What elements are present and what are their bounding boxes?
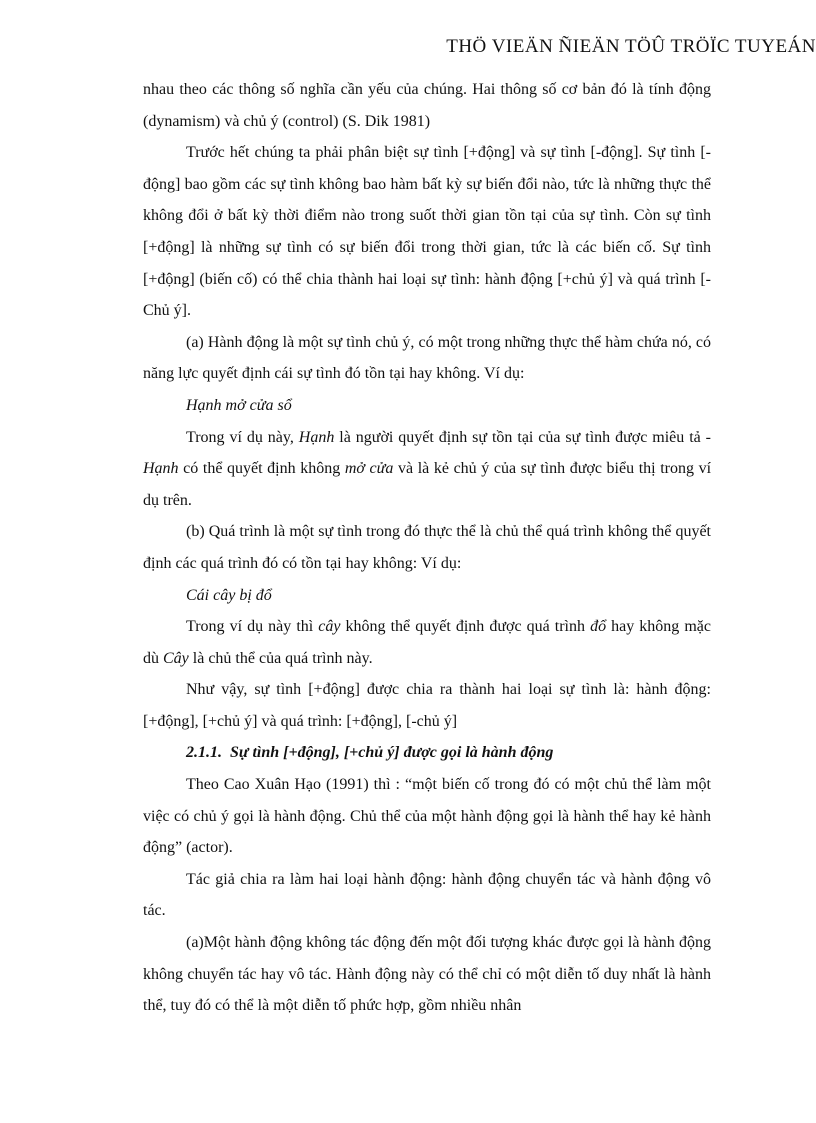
paragraph: (b) Quá trình là một sự tình trong đó thực thể là chủ thể quá trình không thể quyết định các quá trình đó có tồn tại hay không: Ví dụ: [143, 523, 711, 572]
paragraph: Theo Cao Xuân Hạo (1991) thì : “một biến cố trong đó có một chủ thể làm một việc có chủ ý gọi là hành động. Chủ thể của một hành động gọi là hành thể hay kẻ hành động” (actor). [143, 776, 711, 857]
text: Trong ví dụ này, [186, 428, 299, 446]
paragraph: Trước hết chúng ta phải phân biệt sự tình [+động] và sự tình [-động]. Sự tình [-động] bao gồm các sự tình không bao hàm bất kỳ sự biến đổi nào, tức là những thực thể không đổi ở bất kỳ thời điểm nào trong suốt thời gian tồn tại của sự tình. Còn sự tình [+động] là những sự tình có sự biến đổi trong thời gian, tức là các biến cố. Sự tình [+động] (biến cố) có thể chia thành hai loại sự tình: hành động [+chủ ý] và quá trình [-Chủ ý]. [143, 144, 711, 320]
italic-term: Hạnh [143, 460, 179, 478]
italic-term: cây [318, 618, 341, 636]
page-header: THÖ VIEÄN ÑIEÄN TÖÛ TRÖÏC TUYEÁN [446, 36, 816, 57]
section-number: 2.1.1. [186, 744, 222, 762]
paragraph [143, 611, 711, 674]
paragraph: nhau theo các thông số nghĩa cần yếu của chúng. Hai thông số cơ bản đó là tính động (dynamism) và chủ ý (control) (S. Dik 1981) [143, 81, 711, 130]
section-heading [143, 737, 711, 769]
italic-term: đổ [590, 618, 607, 636]
text: là chủ thể của quá trình này. [188, 649, 373, 667]
text: là người quyết định sự tồn tại của sự tình được miêu tả - [334, 428, 712, 446]
italic-term: Cây [163, 649, 189, 667]
paragraph: (a)Một hành động không tác động đến một đối tượng khác được gọi là hành động không chuyển tác hay vô tác. Hành động này có thể chỉ có một diễn tố duy nhất là hành thể, tuy đó có thể là một diễn tố phức hợp, gồm nhiều nhân [143, 934, 711, 1015]
section-title: Sự tình [+động], [+chủ ý] được gọi là hành động [230, 744, 554, 762]
text: hay không mặc dù [143, 618, 711, 667]
example-sentence: Cái cây bị đổ [186, 586, 272, 604]
document-body [143, 74, 711, 1022]
text: có thể quyết định không [178, 460, 345, 478]
italic-term: mở cửa [344, 460, 394, 478]
example-sentence: Hạnh mở cửa sổ [186, 396, 292, 414]
italic-term: Hạnh [298, 428, 335, 446]
text: không thể quyết định được quá trình [340, 618, 591, 636]
paragraph: Tác giả chia ra làm hai loại hành động: hành động chuyển tác và hành động vô tác. [143, 870, 711, 920]
paragraph: Như vậy, sự tình [+động] được chia ra thành hai loại sự tình là: hành động: [+động], [+chủ ý] và quá trình: [+động], [-chủ ý] [143, 681, 711, 730]
paragraph: (a) Hành động là một sự tình chủ ý, có một trong những thực thể hàm chứa nó, có năng lực quyết định cái sự tình đó tồn tại hay không. Ví dụ: [143, 333, 711, 383]
text: Trong ví dụ này thì [186, 618, 319, 636]
text: và là kẻ chủ ý của sự tình được biểu thị trong ví dụ trên. [143, 460, 712, 509]
paragraph [143, 422, 711, 517]
